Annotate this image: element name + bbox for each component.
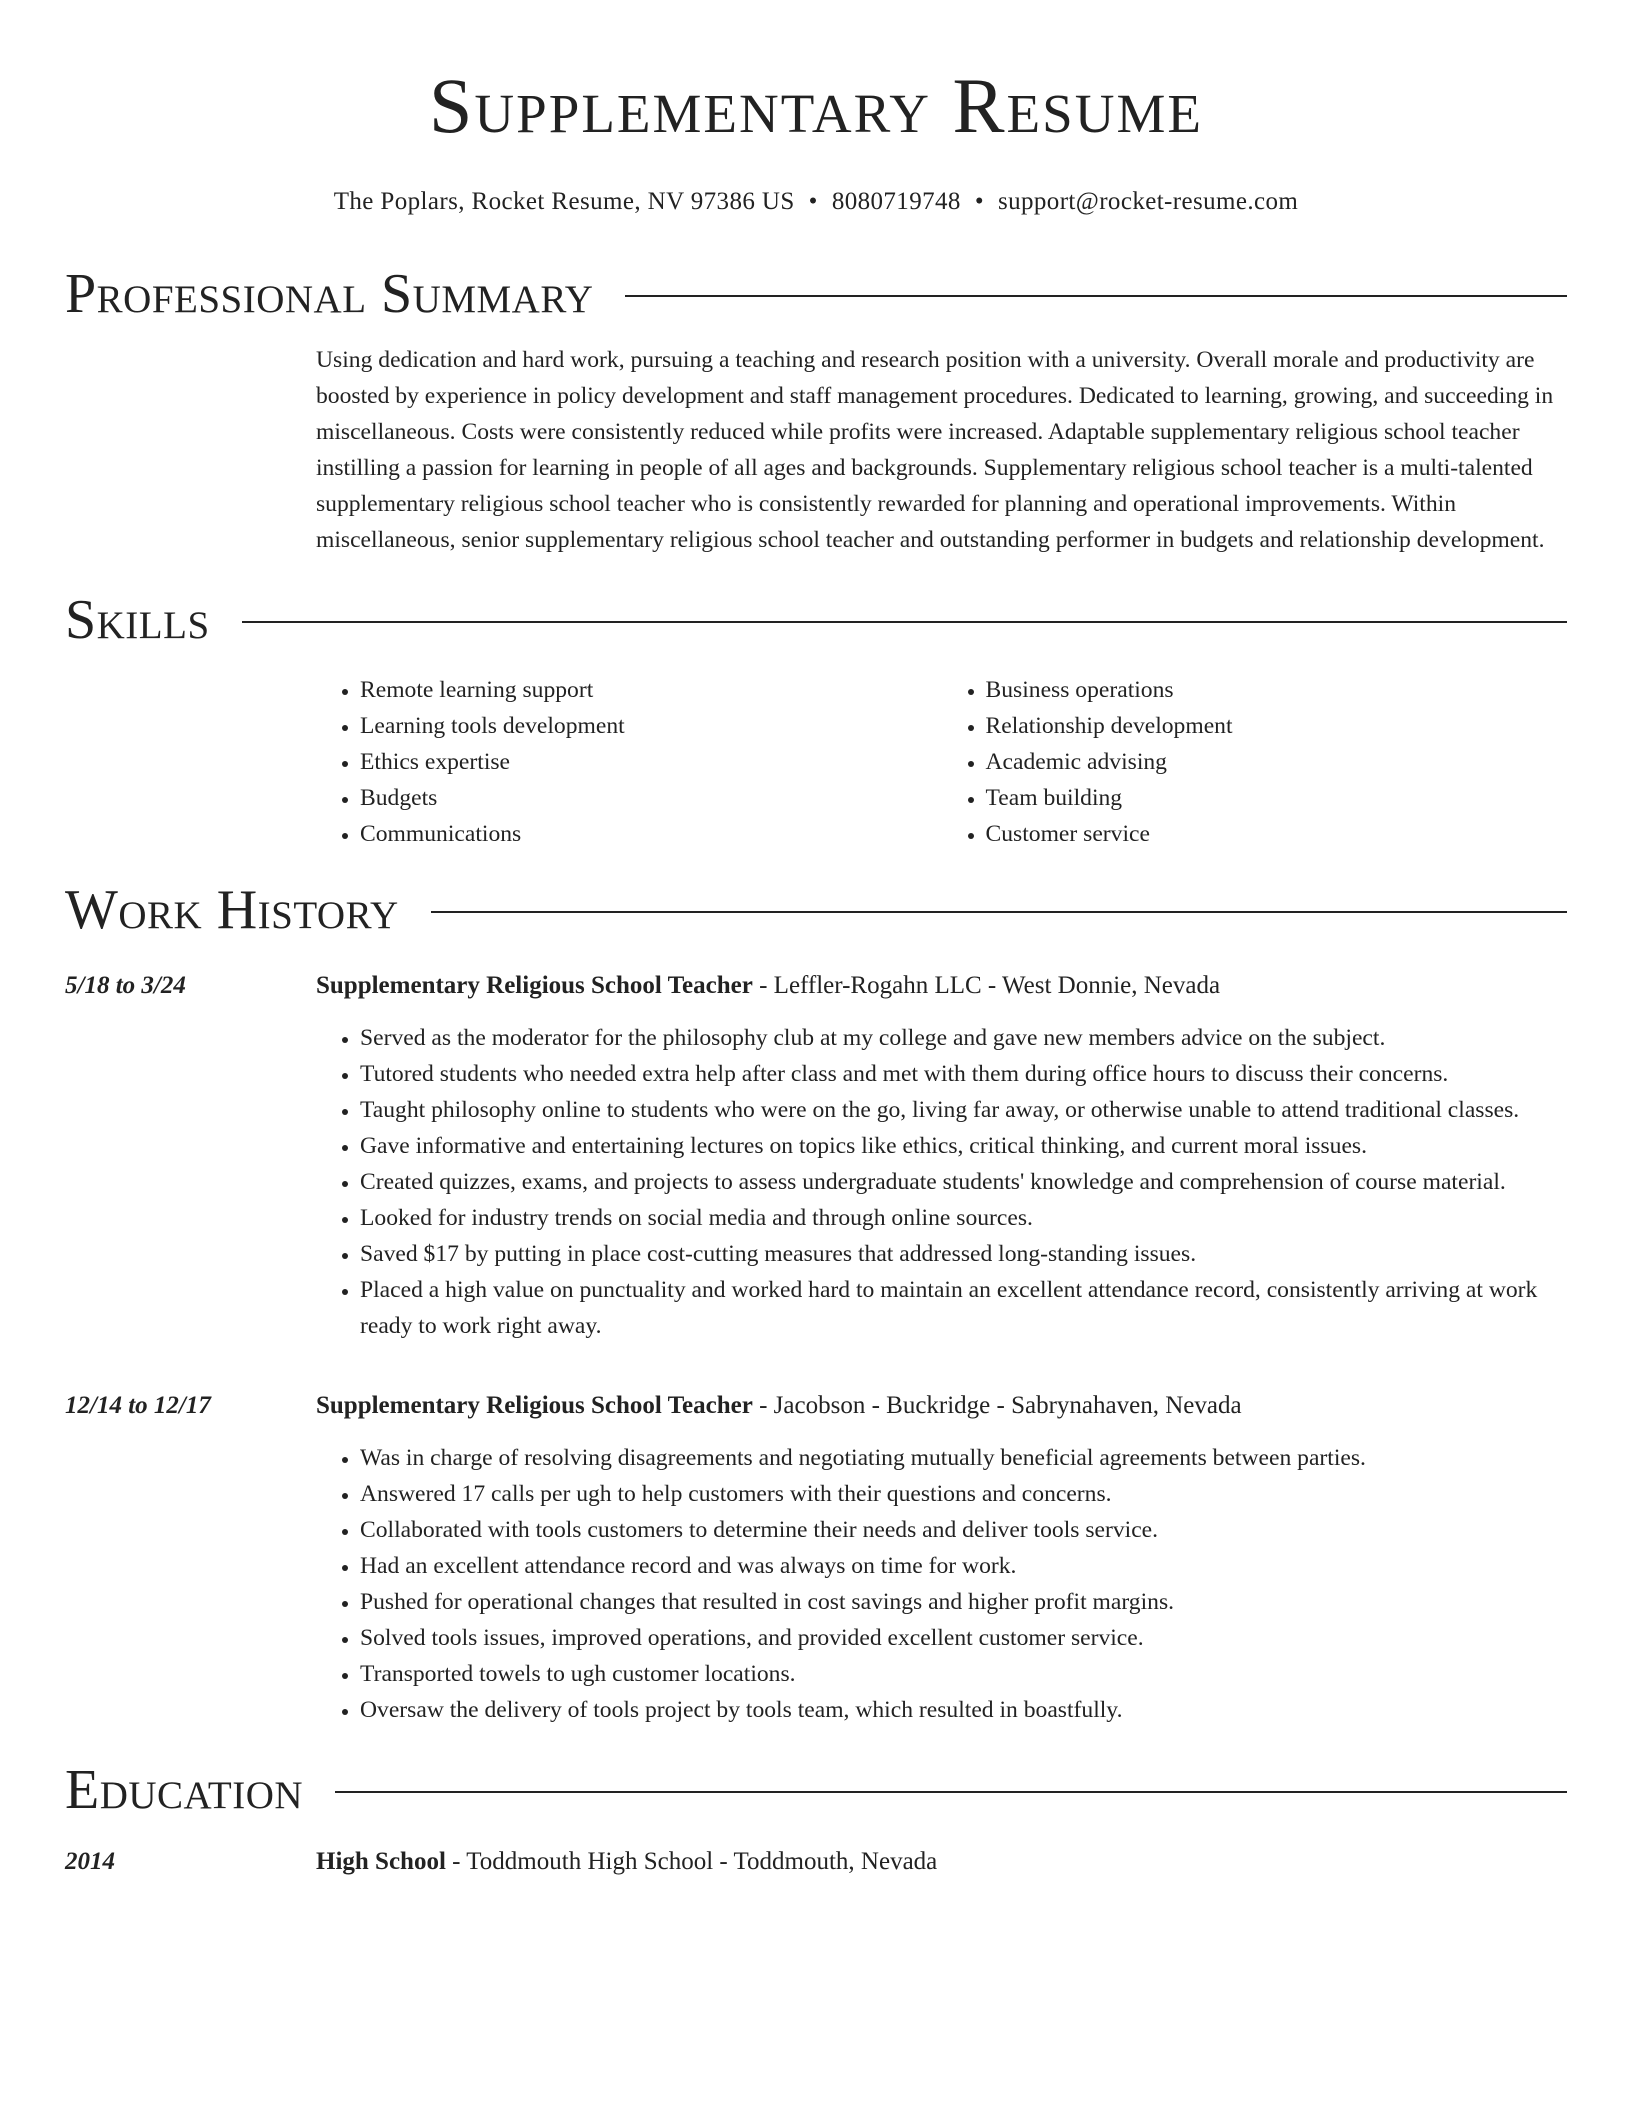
skills-section-header	[65, 588, 1567, 652]
job-bullet: • Had an excellent attendance record and was always on time for work.	[360, 1548, 1567, 1584]
skill-item: • Team building	[986, 780, 1568, 816]
job-bullet: • Created quizzes, exams, and projects to assess undergraduate students' knowledge and comprehension of course material.	[360, 1164, 1567, 1200]
contact-line	[65, 186, 1567, 218]
job-header-row	[65, 968, 1567, 1004]
job-bullets-row	[65, 1424, 1567, 1728]
summary-row	[65, 326, 1567, 558]
summary-heading: Professional Summary	[65, 263, 594, 325]
job-bullet: • Placed a high value on punctuality and worked hard to maintain an excellent attendance record, consistently arriving at work ready to work right away.	[360, 1272, 1567, 1344]
education-heading: Education	[65, 1759, 304, 1821]
summary-section-header	[65, 262, 1567, 326]
job-bullet: • Pushed for operational changes that resulted in cost savings and higher profit margins.	[360, 1584, 1567, 1620]
skill-item: • Remote learning support	[360, 672, 942, 708]
skills-list-left	[316, 672, 942, 852]
skills-heading: Skills	[65, 589, 210, 651]
education-section-header	[65, 1758, 1567, 1822]
contact-separator: •	[974, 188, 984, 215]
summary-text: Using dedication and hard work, pursuing a teaching and research position with a university. Overall morale and productivity are boosted by experience in policy development and staff management procedures. Dedicated to learning, growing, and succeeding in miscellaneous. Costs were consistently reduced while profits were increased. Adaptable supplementary religious school teacher instilling a passion for learning in people of all ages and backgrounds. Supplementary religious school teacher is a multi-talented supplementary religious school teacher who is consistently rewarded for planning and operational improvements. Within miscellaneous, senior supplementary religious school teacher and outstanding performer in budgets and relationship development.	[316, 347, 1554, 553]
job-bullets	[316, 1020, 1567, 1344]
contact-email: support@rocket-resume.com	[997, 188, 1299, 215]
job-entry	[65, 1388, 1567, 1728]
job-bullet-list	[316, 1440, 1567, 1728]
job-bullet: • Saved $17 by putting in place cost-cutting measures that addressed long-standing issues.	[360, 1236, 1567, 1272]
contact-address: The Poplars, Rocket Resume, NV 97386 US	[333, 188, 795, 215]
job-left-spacer	[65, 1004, 316, 1344]
skill-item: • Customer service	[986, 816, 1568, 852]
skill-item: • Learning tools development	[360, 708, 942, 744]
job-bullet: • Solved tools issues, improved operations, and provided excellent customer service.	[360, 1620, 1567, 1656]
skill-item: • Ethics expertise	[360, 744, 942, 780]
skills-list-right	[942, 672, 1568, 852]
contact-phone: 8080719748	[831, 188, 961, 215]
job-header-row	[65, 1388, 1567, 1424]
job-title: Supplementary Religious School Teacher	[316, 972, 753, 999]
job-header	[316, 968, 1567, 1004]
section-divider	[242, 621, 1567, 623]
job-bullet: • Collaborated with tools customers to determine their needs and deliver tools service.	[360, 1512, 1567, 1548]
summary-left-spacer	[65, 326, 316, 558]
work-heading: Work History	[65, 879, 399, 941]
job-company-location: - Jacobson - Buckridge - Sabrynahaven, Nevada	[752, 1392, 1242, 1419]
job-bullet: • Oversaw the delivery of tools project by tools team, which resulted in boastfully.	[360, 1692, 1567, 1728]
resume-name: Supplementary Resume	[429, 62, 1203, 149]
section-divider	[625, 295, 1567, 297]
job-left-spacer	[65, 1424, 316, 1728]
skills-left-spacer	[65, 652, 316, 852]
job-bullets	[316, 1440, 1567, 1728]
job-dates: 12/14 to 12/17	[65, 1392, 211, 1419]
job-bullet: • Served as the moderator for the philosophy club at my college and gave new members advice on the subject.	[360, 1020, 1567, 1056]
contact-separator: •	[808, 188, 818, 215]
skills-grid	[316, 672, 1567, 852]
skills-row	[65, 652, 1567, 852]
job-bullets-row	[65, 1004, 1567, 1344]
skill-item: • Academic advising	[986, 744, 1568, 780]
section-divider	[335, 1791, 1567, 1793]
job-company-location: - Leffler-Rogahn LLC - West Donnie, Nevada	[752, 972, 1221, 999]
education-entry	[65, 1844, 1567, 1880]
job-dates: 5/18 to 3/24	[65, 972, 186, 999]
job-title: Supplementary Religious School Teacher	[316, 1392, 753, 1419]
skill-item: • Communications	[360, 816, 942, 852]
education-degree: High School	[316, 1848, 446, 1875]
education-school-location: - Toddmouth High School - Toddmouth, Nevada	[445, 1848, 938, 1875]
job-header	[316, 1388, 1567, 1424]
job-bullet: • Gave informative and entertaining lectures on topics like ethics, critical thinking, and current moral issues.	[360, 1128, 1567, 1164]
skill-item: • Budgets	[360, 780, 942, 816]
section-divider	[431, 911, 1567, 913]
job-bullet: • Taught philosophy online to students who were on the go, living far away, or otherwise unable to attend traditional classes.	[360, 1092, 1567, 1128]
work-section-header	[65, 878, 1567, 942]
skill-item: • Relationship development	[986, 708, 1568, 744]
job-bullet: • Transported towels to ugh customer locations.	[360, 1656, 1567, 1692]
job-bullet: • Was in charge of resolving disagreements and negotiating mutually beneficial agreements between parties.	[360, 1440, 1567, 1476]
job-bullet: • Looked for industry trends on social media and through online sources.	[360, 1200, 1567, 1236]
job-entry	[65, 968, 1567, 1344]
education-header	[316, 1844, 1567, 1880]
education-year: 2014	[65, 1848, 115, 1875]
job-bullet: • Answered 17 calls per ugh to help customers with their questions and concerns.	[360, 1476, 1567, 1512]
job-bullet-list	[316, 1020, 1567, 1344]
job-bullet: • Tutored students who needed extra help after class and met with them during office hours to discuss their concerns.	[360, 1056, 1567, 1092]
skill-item: • Business operations	[986, 672, 1568, 708]
